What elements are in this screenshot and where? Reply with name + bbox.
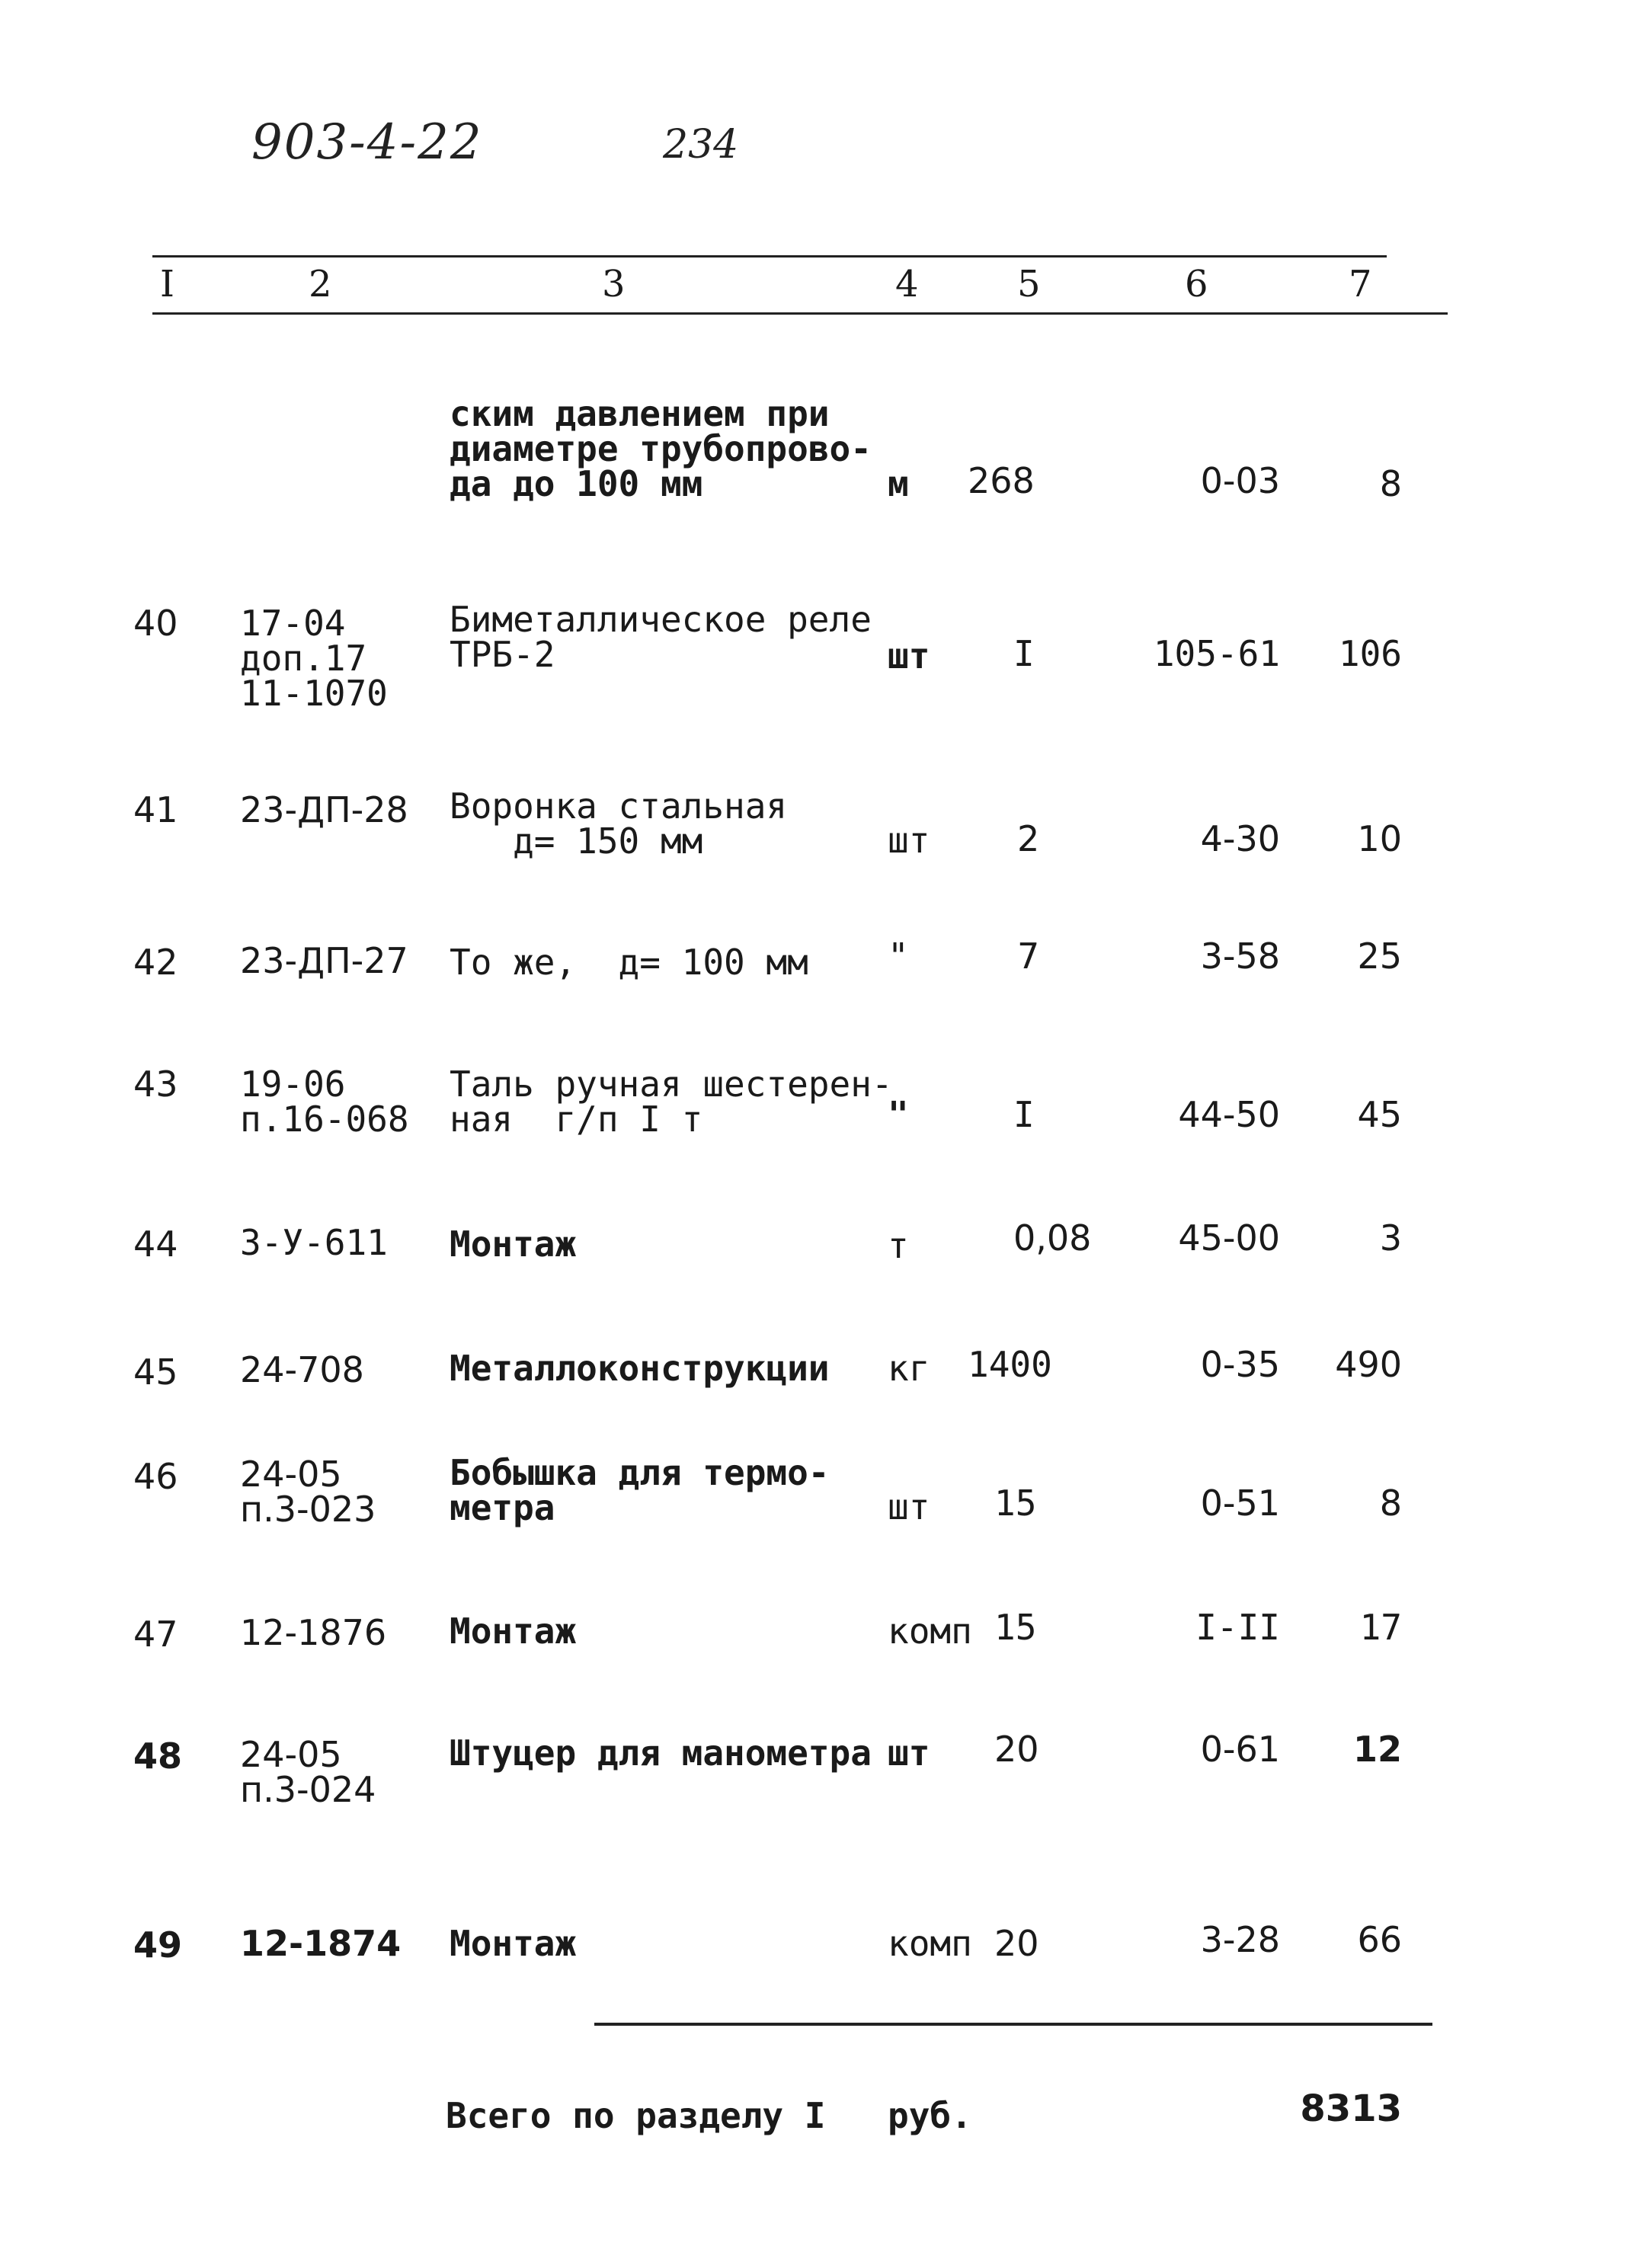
row-number: 42 — [133, 942, 178, 983]
section-total-unit: руб. — [888, 2095, 972, 2136]
row-name: Биметаллическое реле ТРБ-2 — [450, 599, 872, 675]
row-total: 17 — [1359, 1607, 1402, 1648]
row-unit: комп — [888, 1923, 972, 1964]
row-price: 44-50 — [1178, 1094, 1280, 1135]
row-total: 3 — [1379, 1217, 1402, 1259]
summary-rule — [594, 2023, 1432, 2026]
row-qty: 15 — [994, 1483, 1037, 1524]
row-name: Монтаж — [450, 1611, 577, 1652]
row-total: 490 — [1335, 1344, 1402, 1385]
row-number: 46 — [133, 1456, 178, 1497]
section-total-value: 8313 — [1300, 2087, 1402, 2130]
row-name: Монтаж — [450, 1923, 577, 1964]
row-name: Металлоконструкции — [450, 1348, 830, 1389]
row-code: 24-05 п.3-023 — [240, 1454, 376, 1530]
row-number: 40 — [133, 603, 178, 644]
row-unit: " — [888, 936, 909, 977]
page-number: 234 — [663, 122, 739, 168]
row-total: 12 — [1352, 1729, 1402, 1770]
column-header-5: 5 — [1017, 263, 1041, 305]
row-number: 44 — [133, 1224, 178, 1265]
row-unit: шт — [888, 1732, 930, 1774]
row-name: Таль ручная шестерен- ная г/п I т — [450, 1064, 893, 1140]
row-qty: 20 — [994, 1729, 1039, 1770]
column-header-1: I — [160, 263, 174, 305]
row-qty: 1400 — [968, 1344, 1052, 1385]
row-number: 47 — [133, 1614, 178, 1655]
row-unit: т — [888, 1225, 909, 1266]
row-total: 8 — [1379, 463, 1402, 504]
row-price: 4-30 — [1200, 818, 1280, 859]
row-number: 41 — [133, 789, 178, 830]
row-total: 10 — [1357, 818, 1402, 859]
row-total: 106 — [1338, 633, 1402, 674]
table-top-rule — [152, 255, 1387, 258]
row-qty: 15 — [994, 1607, 1037, 1648]
row-qty: I — [1013, 633, 1035, 674]
row-qty: 2 — [1017, 818, 1040, 859]
row-price: I-II — [1195, 1607, 1280, 1648]
row-code: 23-ДП-27 — [240, 940, 408, 981]
row-total: 45 — [1357, 1094, 1402, 1135]
row-qty: 20 — [994, 1923, 1039, 1964]
row-qty: 0,08 — [1013, 1217, 1092, 1259]
column-header-4: 4 — [895, 263, 919, 305]
row-qty: 7 — [1017, 936, 1040, 977]
row-price: 0-51 — [1200, 1483, 1280, 1524]
row-price: 0-61 — [1200, 1729, 1280, 1770]
row-unit: м — [888, 463, 909, 504]
row-unit: шт — [888, 1486, 930, 1527]
row-name: ским давлением при диаметре трубопрово- да до 100 мм — [450, 393, 872, 504]
row-name: То же, д= 100 мм — [450, 942, 808, 983]
row-name: Монтаж — [450, 1224, 577, 1265]
row-qty: 268 — [968, 460, 1035, 501]
column-header-3: 3 — [602, 263, 626, 305]
row-number: 43 — [133, 1064, 178, 1105]
row-unit: " — [888, 1094, 909, 1135]
row-code: 23-ДП-28 — [240, 789, 408, 830]
row-unit: шт — [888, 635, 930, 677]
row-unit: комп — [888, 1611, 972, 1652]
row-code: 12-1874 — [240, 1923, 402, 1964]
row-price: 0-03 — [1200, 460, 1280, 501]
row-price: 3-28 — [1200, 1919, 1280, 1960]
row-code: 19-06 п.16-068 — [240, 1064, 409, 1140]
row-price: 45-00 — [1178, 1217, 1280, 1259]
row-price: 0-35 — [1200, 1344, 1280, 1385]
column-header-6: 6 — [1185, 263, 1208, 305]
row-code: 24-708 — [240, 1349, 364, 1390]
table-header-rule — [152, 312, 1448, 315]
row-total: 8 — [1379, 1483, 1402, 1524]
row-number: 45 — [133, 1352, 178, 1393]
column-header-2: 2 — [309, 263, 332, 305]
row-name: Воронка стальная д= 150 мм — [450, 785, 788, 862]
row-unit: кг — [888, 1348, 930, 1389]
row-name: Штуцер для манометра — [450, 1732, 872, 1774]
row-code: 24-05 п.3-024 — [240, 1734, 376, 1810]
row-qty: I — [1013, 1094, 1035, 1135]
row-code: 12-1876 — [240, 1612, 387, 1653]
row-unit: шт — [888, 820, 930, 861]
document-code: 903-4-22 — [251, 114, 483, 171]
row-number: 49 — [133, 1924, 183, 1966]
row-code: 3-У-611 — [240, 1222, 388, 1263]
row-price: 105-61 — [1153, 633, 1280, 674]
section-total-label: Всего по разделу I — [446, 2095, 826, 2136]
row-total: 66 — [1357, 1919, 1402, 1960]
row-code: 17-04 доп.17 11-1070 — [240, 603, 388, 714]
row-name: Бобышка для термо- метра — [450, 1452, 830, 1528]
row-price: 3-58 — [1200, 936, 1280, 977]
column-header-7: 7 — [1349, 263, 1372, 305]
row-number: 48 — [133, 1735, 183, 1777]
row-total: 25 — [1357, 936, 1402, 977]
